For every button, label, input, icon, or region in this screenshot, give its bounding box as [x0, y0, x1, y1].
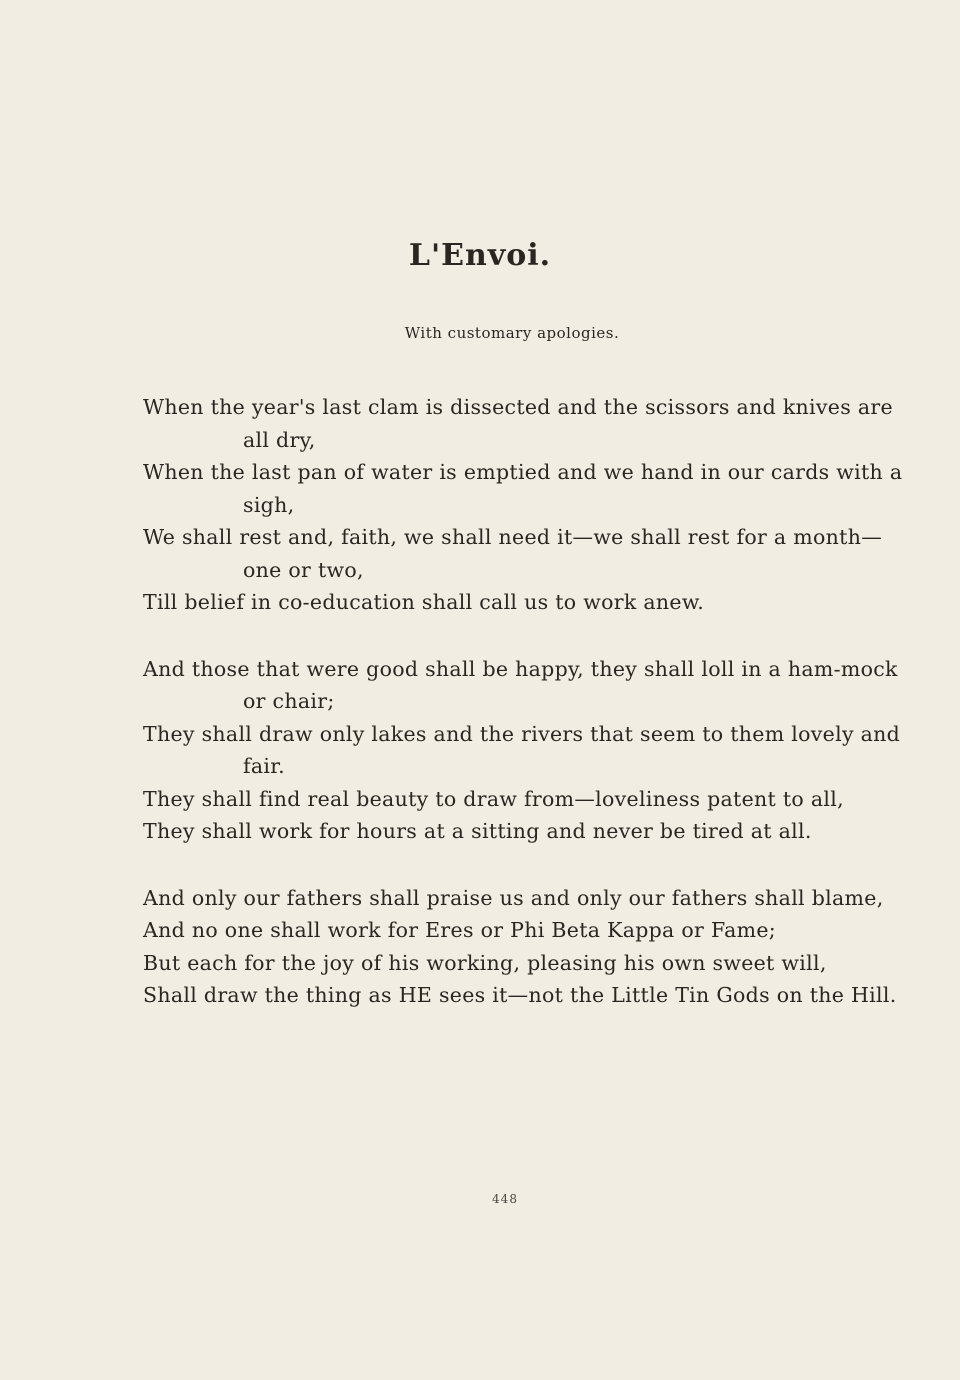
poem-line: Till belief in co-education shall call us to work anew.: [143, 590, 705, 614]
poem-line: They shall work for hours at a sitting and never be tired at all.: [143, 819, 812, 843]
stanza-2: [143, 653, 903, 848]
poem-title: L'Envoi.: [408, 238, 552, 273]
poem-line: And no one shall work for Eres or Phi Beta Kappa or Fame;: [143, 918, 776, 942]
poem-subtitle: With customary apologies.: [404, 324, 620, 342]
poem-line: We shall rest and, faith, we shall need it—we shall rest for a month—one or two,: [143, 525, 882, 582]
poem-line: And only our fathers shall praise us and only our fathers shall blame,: [143, 885, 884, 910]
stanza-3: [143, 882, 903, 1012]
poem-line: Shall draw the thing as HE sees it—not the Little Tin Gods on the Hill.: [143, 983, 897, 1007]
poem-line: When the year's last clam is dissected and the scissors and knives are all dry,: [143, 395, 893, 452]
poem-line: But each for the joy of his working, pleasing his own sweet will,: [143, 950, 827, 975]
page-number: 448: [492, 1192, 518, 1206]
poem-line: They shall draw only lakes and the rivers that seem to them lovely and fair.: [143, 721, 901, 778]
poem-body: [143, 391, 903, 1046]
poem-line: When the last pan of water is emptied and we hand in our cards with a sigh,: [143, 460, 903, 517]
poem-line: And those that were good shall be happy, they shall loll in a ham-mock or chair;: [143, 656, 898, 713]
stanza-1: [143, 391, 903, 619]
poem-line: They shall find real beauty to draw from—loveliness patent to all,: [143, 786, 844, 811]
